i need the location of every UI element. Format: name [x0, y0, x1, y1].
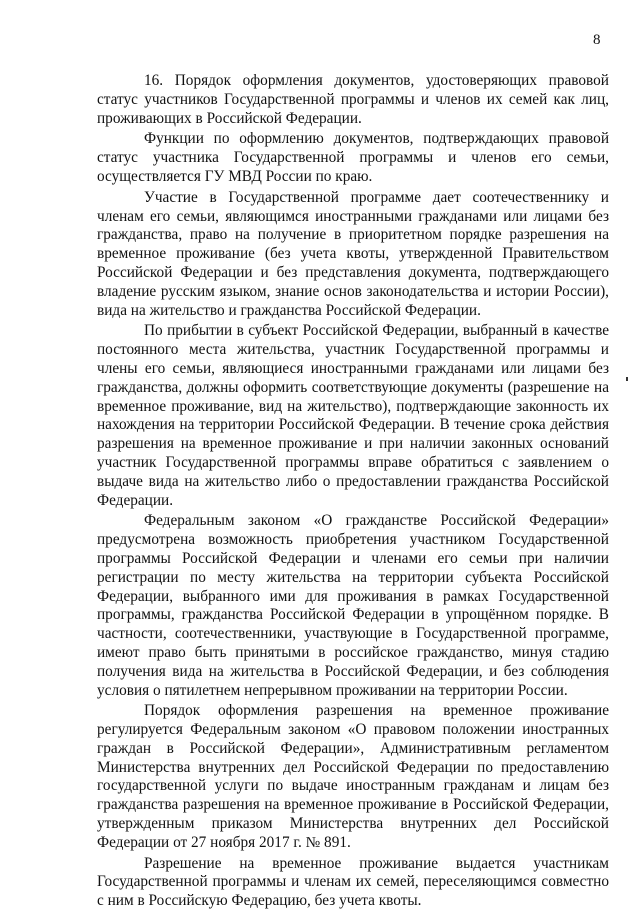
paragraph-functions: Функции по оформлению документов, подтверждающих правовой статус участника Государственной программы и членов его семьи, осуществляется ГУ МВД России по краю.: [97, 130, 609, 185]
page-number: 8: [593, 32, 601, 48]
document-body: [97, 72, 609, 913]
paragraph-citizenship-law: Федеральным законом «О гражданстве Российской Федерации» предусмотрена возможность приобретения участником Государственной программы Российской Федерации и членами его семьи при наличии регистрации по месту жительства на территории субъекта Российской Федерации, выбранного ими для проживания в рамках Государственной программы, гражданства Российской Федерации в упрощённом порядке. В частности, соотечественники, участвующие в Государственной программе, имеют право быть принятыми в российское гражданство, минуя стадию получения вида на жительства в Российской Федерации, и без соблюдения условия о пятилетнем непрерывном проживании на территории России.: [97, 512, 609, 699]
paragraph-permit-procedure: Порядок оформления разрешения на временное проживание регулируется Федеральным законом «О правовом положении иностранных граждан в Российской Федерации», Административным регламентом Министерства внутренних дел Российской Федерации по предоставлению государственной услуги по выдаче иностранным гражданам и лицам без гражданства разрешения на временное проживание в Российской Федерации, утвержденным приказом Министерства внутренних дел Российской Федерации от 27 ноября 2017 г. № 891.: [97, 702, 609, 851]
paragraph-participation-rights: Участие в Государственной программе дает соотечественнику и членам его семьи, являющимся иностранными гражданами или лицами без гражданства, право на получение в приоритетном порядке разрешения на временное проживание (без учета квоты, утвержденной Правительством Российской Федерации и без представления документа, подтверждающего владение русским языком, знание основ законодательства и истории России), вида на жительство и гражданства Российской Федерации.: [97, 188, 609, 319]
paragraph-section-16-heading: 16. Порядок оформления документов, удостоверяющих правовой статус участников Государственной программы и членов их семей как лиц, проживающих в Российской Федерации.: [97, 72, 609, 127]
scan-margin-mark: [626, 377, 628, 381]
paragraph-upon-arrival: По прибытии в субъект Российской Федерации, выбранный в качестве постоянного места жительства, участник Государственной программы и члены его семьи, являющиеся иностранными гражданами или лицами без гражданства, должны оформить соответствующие документы (разрешение на временное проживание, вид на жительство), подтверждающие законность их нахождения на территории Российской Федерации. В течение срока действия разрешения на временное проживание и при наличии законных оснований участник Государственной программы вправе обратиться с заявлением о выдаче вида на жительство либо о предоставлении гражданства Российской Федерации.: [97, 322, 609, 509]
paragraph-permit-without-quota: Разрешение на временное проживание выдается участникам Государственной программы и членам их семей, переселяющимся совместно с ним в Российскую Федерацию, без учета квоты.: [97, 854, 609, 910]
